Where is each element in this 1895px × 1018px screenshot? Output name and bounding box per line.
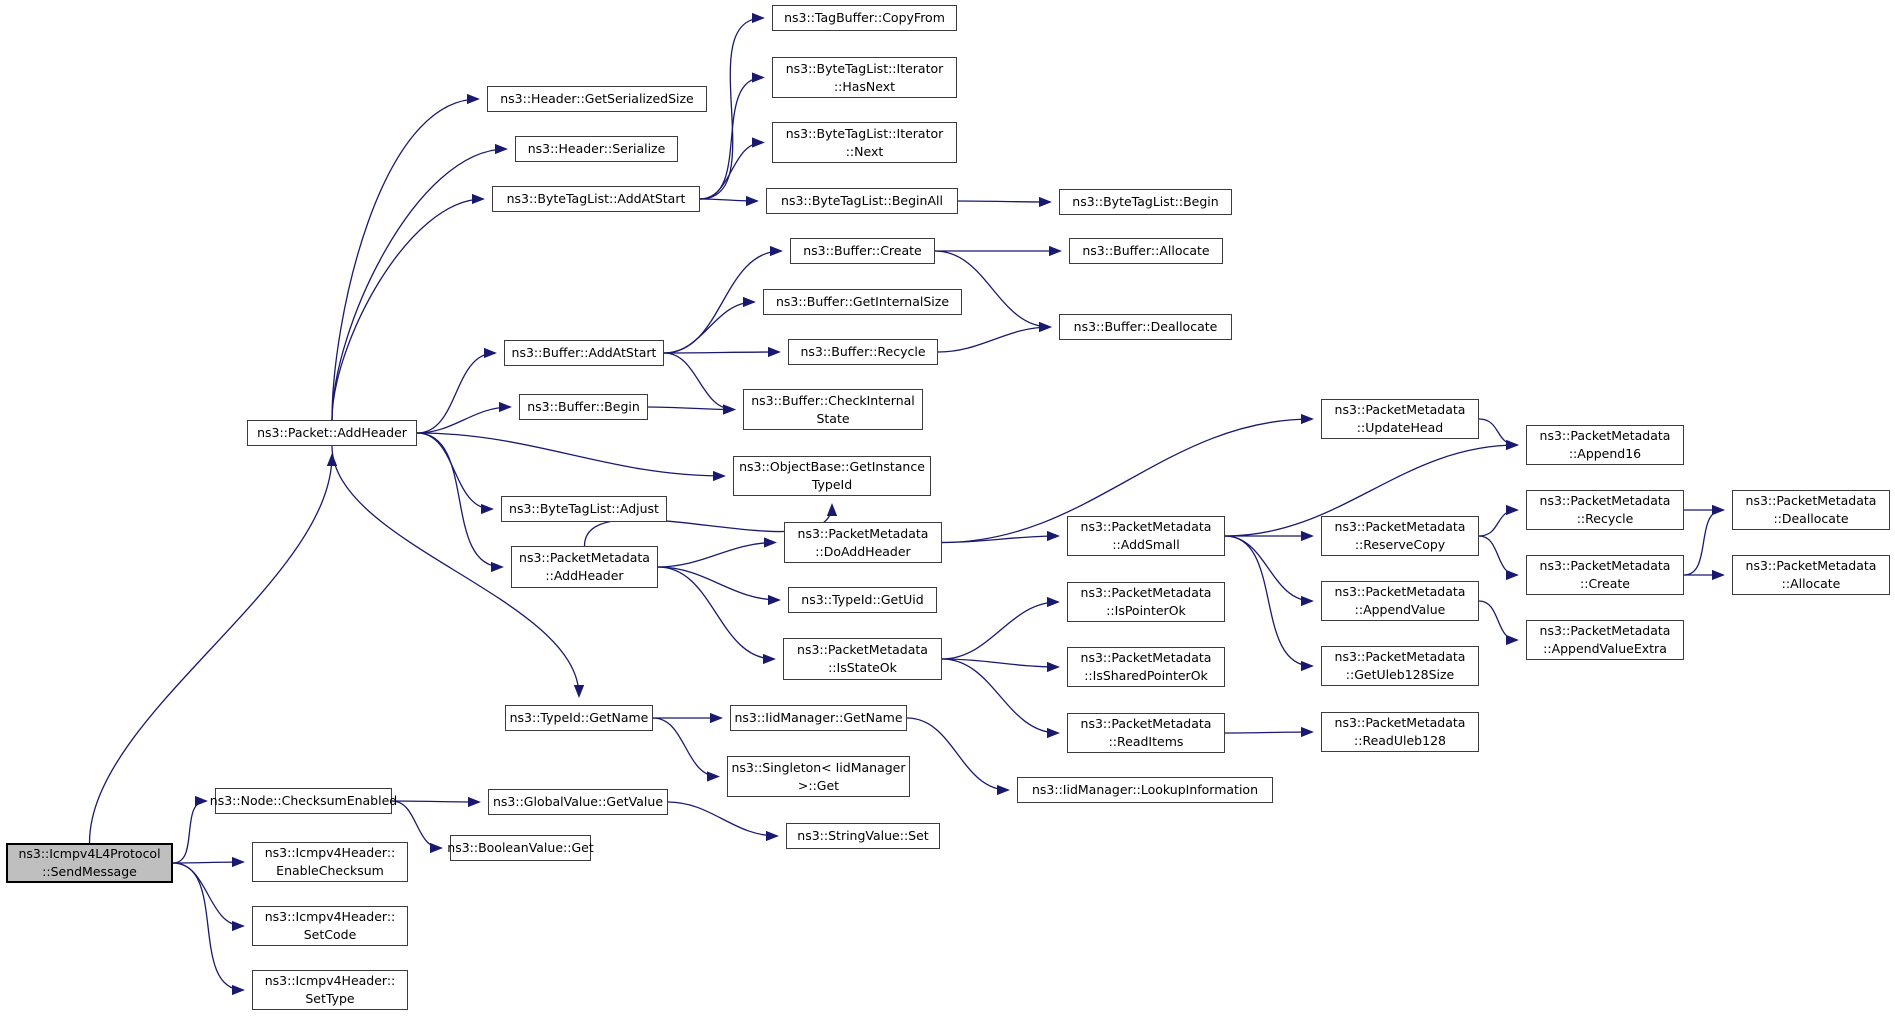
call-edge-btl-addatstart-to-btl-it-next bbox=[700, 143, 763, 200]
node-label-line: ::Recycle bbox=[1576, 511, 1634, 526]
graph-node-typeid-getname[interactable] bbox=[505, 705, 653, 731]
call-edge-pm-addsmall-to-pm-appendvalue bbox=[1225, 536, 1312, 601]
node-label-line: ns3::Buffer::Deallocate bbox=[1073, 319, 1218, 334]
graph-node-globalvalue-getvalue[interactable] bbox=[488, 789, 668, 815]
call-edge-typeid-getname-to-singleton-get bbox=[653, 718, 718, 777]
node-label-line: SetCode bbox=[303, 927, 357, 942]
graph-node-pm-readuleb128[interactable] bbox=[1321, 712, 1479, 752]
graph-node-buffer-checkinternalstate[interactable] bbox=[743, 389, 923, 430]
node-label-line: ns3::PacketMetadata bbox=[1539, 493, 1671, 508]
graph-node-sendmessage[interactable] bbox=[6, 843, 173, 883]
call-edge-btl-addatstart-to-btl-beginall bbox=[700, 199, 757, 201]
node-label-line: ns3::PacketMetadata bbox=[1745, 493, 1877, 508]
node-label-line: ::HasNext bbox=[833, 78, 896, 94]
graph-node-btl-it-next[interactable] bbox=[772, 122, 957, 163]
graph-node-btl-adjust[interactable] bbox=[501, 496, 667, 522]
node-label-line: ::AppendValueExtra bbox=[1543, 641, 1667, 656]
call-edge-iidmanager-getname-to-iidmanager-lookupinformation bbox=[907, 718, 1008, 790]
node-label-line: ns3::PacketMetadata bbox=[1334, 715, 1466, 730]
node-label-line: ns3::StringValue::Set bbox=[797, 828, 929, 843]
graph-node-pm-isstateok[interactable] bbox=[783, 638, 942, 680]
node-label-line: ns3::PacketMetadata bbox=[797, 525, 929, 541]
graph-node-iidmanager-lookupinformation[interactable] bbox=[1017, 777, 1273, 803]
graph-node-node-checksumenabled[interactable] bbox=[209, 788, 398, 814]
graph-node-objectbase-getinstancetypeid[interactable] bbox=[733, 456, 931, 496]
node-label-line: ns3::Icmpv4Header:: bbox=[264, 973, 396, 988]
graph-node-pm-recycle[interactable] bbox=[1526, 490, 1684, 530]
call-edge-pm-reservecopy-to-pm-create bbox=[1479, 536, 1517, 575]
call-edge-pm-addheader-to-pm-doaddheader bbox=[658, 543, 775, 568]
node-label-line: ns3::Singleton< IidManager bbox=[731, 759, 906, 775]
graph-node-header-getserializedsize[interactable] bbox=[487, 86, 707, 112]
node-label-line: ns3::BooleanValue::Get bbox=[447, 840, 594, 855]
node-label-line: ns3::PacketMetadata bbox=[1539, 623, 1671, 638]
call-edge-packet-addheader-to-header-getserializedsize bbox=[332, 99, 478, 420]
call-edge-pm-isstateok-to-pm-ispointerok bbox=[942, 602, 1058, 659]
graph-node-stringvalue-set[interactable] bbox=[786, 823, 940, 849]
graph-node-btl-it-hasnext[interactable] bbox=[772, 57, 957, 98]
call-edge-pm-addsmall-to-pm-getuleb128size bbox=[1225, 536, 1312, 666]
call-edge-pm-isstateok-to-pm-issharedpointerok bbox=[942, 659, 1058, 667]
graph-node-packet-addheader[interactable] bbox=[247, 420, 417, 446]
graph-node-buffer-addatstart[interactable] bbox=[504, 340, 664, 366]
graph-node-pm-create[interactable] bbox=[1526, 555, 1684, 595]
node-label-line: ns3::ObjectBase::GetInstance bbox=[739, 459, 925, 474]
graph-node-pm-ispointerok[interactable] bbox=[1067, 582, 1225, 622]
graph-node-icmpv4-enablechecksum[interactable] bbox=[252, 842, 408, 882]
call-edge-pm-updatehead-to-pm-append16 bbox=[1479, 419, 1517, 445]
call-edge-buffer-addatstart-to-buffer-getinternalsize bbox=[664, 302, 754, 353]
graph-node-buffer-getinternalsize[interactable] bbox=[763, 289, 962, 315]
graph-node-typeid-getuid[interactable] bbox=[788, 587, 937, 613]
graph-node-icmpv4-setcode[interactable] bbox=[252, 906, 408, 946]
graph-node-icmpv4-settype[interactable] bbox=[252, 970, 408, 1010]
graph-node-pm-appendvalue[interactable] bbox=[1321, 581, 1479, 621]
call-edge-sendmessage-to-packet-addheader bbox=[90, 455, 333, 843]
node-label-line: ns3::PacketMetadata bbox=[519, 550, 650, 565]
node-label-line: ::GetUleb128Size bbox=[1345, 667, 1455, 682]
call-edge-pm-addheader-to-pm-isstateok bbox=[658, 567, 774, 659]
node-label-line: ::AppendValue bbox=[1354, 602, 1446, 617]
node-label-line: ns3::TagBuffer::CopyFrom bbox=[784, 10, 945, 25]
node-label-line: ns3::Buffer::Recycle bbox=[800, 344, 926, 359]
call-edge-pm-appendvalue-to-pm-appendvalueextra bbox=[1479, 601, 1517, 640]
node-label-line: ns3::Buffer::GetInternalSize bbox=[775, 294, 950, 309]
call-edge-buffer-recycle-to-buffer-deallocate bbox=[938, 327, 1050, 352]
node-label-line: ns3::Icmpv4Header:: bbox=[264, 845, 396, 860]
call-edge-sendmessage-to-icmpv4-setcode bbox=[173, 863, 243, 926]
graph-node-pm-doaddheader[interactable] bbox=[784, 522, 942, 563]
node-label-line: ns3::ByteTagList::AddAtStart bbox=[506, 191, 686, 206]
node-label-line: ns3::Packet::AddHeader bbox=[257, 425, 407, 440]
node-label-line: EnableChecksum bbox=[276, 863, 384, 878]
call-edge-btl-beginall-to-btl-begin bbox=[958, 201, 1050, 202]
node-label-line: ::IsStateOk bbox=[828, 660, 897, 675]
node-label-line: ns3::Header::GetSerializedSize bbox=[500, 91, 694, 106]
node-label-line: ::SendMessage bbox=[42, 864, 137, 879]
graph-node-btl-begin[interactable] bbox=[1059, 189, 1232, 215]
node-label-line: ns3::Icmpv4L4Protocol bbox=[18, 846, 161, 861]
node-label-line: ns3::TypeId::GetUid bbox=[801, 592, 924, 607]
graph-node-singleton-get[interactable] bbox=[727, 756, 910, 797]
graph-node-pm-updatehead[interactable] bbox=[1321, 399, 1479, 439]
call-edge-packet-addheader-to-btl-adjust bbox=[417, 433, 492, 509]
node-label-line: ns3::PacketMetadata bbox=[1539, 428, 1671, 443]
node-label-line: ns3::IidManager::GetName bbox=[734, 710, 903, 725]
node-label-line: ns3::ByteTagList::Begin bbox=[1072, 194, 1219, 209]
node-label-line: ::AddSmall bbox=[1112, 537, 1180, 552]
graph-node-buffer-begin[interactable] bbox=[519, 394, 648, 420]
node-label-line: ns3::PacketMetadata bbox=[797, 642, 928, 657]
call-edge-pm-reservecopy-to-pm-recycle bbox=[1479, 510, 1517, 536]
call-edge-packet-addheader-to-buffer-addatstart bbox=[417, 353, 495, 433]
node-label-line: ns3::IidManager::LookupInformation bbox=[1031, 782, 1258, 797]
graph-node-buffer-create[interactable] bbox=[790, 238, 935, 264]
call-edge-buffer-addatstart-to-buffer-checkinternalstate bbox=[664, 353, 734, 410]
node-label-line: ns3::PacketMetadata bbox=[1539, 558, 1671, 573]
call-edge-pm-doaddheader-to-pm-addsmall bbox=[942, 536, 1058, 543]
graph-node-btl-addatstart[interactable] bbox=[492, 186, 700, 212]
node-label-line: ns3::Node::ChecksumEnabled bbox=[209, 793, 398, 808]
node-label-line: ::Create bbox=[1580, 576, 1630, 591]
call-edge-packet-addheader-to-pm-addheader bbox=[417, 433, 502, 567]
call-edge-pm-isstateok-to-pm-readitems bbox=[942, 659, 1058, 733]
graph-node-pm-deallocate[interactable] bbox=[1732, 490, 1890, 530]
graph-node-header-serialize[interactable] bbox=[515, 136, 678, 162]
node-label-line: TypeId bbox=[811, 477, 853, 492]
call-edge-sendmessage-to-node-checksumenabled bbox=[173, 801, 206, 863]
call-edge-packet-addheader-to-header-serialize bbox=[332, 149, 506, 420]
node-label-line: ::IsSharedPointerOk bbox=[1084, 668, 1208, 683]
node-label-line: >::Get bbox=[797, 777, 840, 793]
node-label-line: ::ReserveCopy bbox=[1354, 537, 1446, 552]
node-label-line: ns3::ByteTagList::Iterator bbox=[785, 60, 944, 76]
node-label-line: ns3::PacketMetadata bbox=[1080, 650, 1212, 665]
graph-node-buffer-allocate[interactable] bbox=[1069, 238, 1223, 264]
node-label-line: ::Allocate bbox=[1781, 576, 1841, 591]
call-edge-sendmessage-to-icmpv4-enablechecksum bbox=[173, 862, 243, 863]
node-label-line: ns3::Icmpv4Header:: bbox=[264, 909, 396, 924]
call-edge-packet-addheader-to-btl-addatstart bbox=[332, 199, 483, 420]
graph-node-pm-append16[interactable] bbox=[1526, 425, 1684, 465]
node-label-line: ns3::PacketMetadata bbox=[1080, 585, 1212, 600]
call-edge-globalvalue-getvalue-to-stringvalue-set bbox=[668, 802, 777, 836]
node-label-line: ns3::PacketMetadata bbox=[1334, 402, 1466, 417]
graph-node-pm-addheader[interactable] bbox=[511, 546, 658, 588]
node-label-line: ::Deallocate bbox=[1773, 511, 1849, 526]
node-label-line: ::ReadUleb128 bbox=[1354, 733, 1446, 748]
graph-node-pm-allocate[interactable] bbox=[1732, 555, 1890, 595]
node-label-line: ns3::ByteTagList::Iterator bbox=[785, 125, 944, 141]
call-edge-buffer-addatstart-to-buffer-recycle bbox=[664, 352, 779, 353]
node-label-line: ns3::TypeId::GetName bbox=[509, 710, 649, 725]
node-label-line: ns3::Buffer::CheckInternal bbox=[751, 392, 915, 408]
node-label-line: ns3::Header::Serialize bbox=[527, 141, 666, 156]
node-label-line: ns3::ByteTagList::BeginAll bbox=[781, 193, 943, 208]
node-label-line: ns3::GlobalValue::GetValue bbox=[492, 794, 664, 809]
graph-node-pm-readitems[interactable] bbox=[1067, 713, 1225, 753]
graph-node-buffer-recycle[interactable] bbox=[788, 339, 938, 365]
graph-node-tagbuffer-copyfrom[interactable] bbox=[772, 5, 957, 31]
graph-node-pm-addsmall[interactable] bbox=[1067, 516, 1225, 556]
call-edge-pm-create-to-pm-deallocate bbox=[1684, 510, 1723, 575]
node-label-line: ns3::Buffer::Create bbox=[803, 243, 922, 258]
graph-node-btl-beginall[interactable] bbox=[766, 188, 958, 214]
node-label-line: SetType bbox=[305, 991, 355, 1006]
call-edge-packet-addheader-to-objectbase-getinstancetypeid bbox=[417, 433, 724, 476]
node-label-line: ::ReadItems bbox=[1108, 734, 1184, 749]
call-edge-node-checksumenabled-to-booleanvalue-get bbox=[392, 801, 441, 848]
node-label-line: ns3::PacketMetadata bbox=[1334, 584, 1466, 599]
node-label-line: ns3::PacketMetadata bbox=[1334, 649, 1466, 664]
node-label-line: ns3::PacketMetadata bbox=[1334, 519, 1466, 534]
call-edge-buffer-begin-to-buffer-checkinternalstate bbox=[648, 407, 734, 410]
graph-node-pm-getuleb128size[interactable] bbox=[1321, 646, 1479, 686]
call-edge-pm-addheader-to-typeid-getuid bbox=[658, 567, 779, 600]
graph-node-pm-reservecopy[interactable] bbox=[1321, 516, 1479, 556]
call-edge-sendmessage-to-icmpv4-settype bbox=[173, 863, 243, 990]
node-label-line: ::IsPointerOk bbox=[1106, 603, 1186, 618]
graph-node-booleanvalue-get[interactable] bbox=[447, 835, 594, 861]
node-label-line: ::AddHeader bbox=[545, 568, 624, 583]
node-label-line: ns3::PacketMetadata bbox=[1080, 716, 1212, 731]
graph-node-iidmanager-getname[interactable] bbox=[730, 705, 907, 731]
node-label-line: ns3::Buffer::Begin bbox=[527, 399, 640, 414]
graph-node-buffer-deallocate[interactable] bbox=[1059, 314, 1232, 340]
graph-node-pm-appendvalueextra[interactable] bbox=[1526, 620, 1684, 660]
node-label-line: ::DoAddHeader bbox=[815, 543, 911, 559]
node-label-line: ::UpdateHead bbox=[1356, 420, 1444, 435]
graph-node-pm-issharedpointerok[interactable] bbox=[1067, 647, 1225, 687]
node-label-line: ns3::PacketMetadata bbox=[1080, 519, 1212, 534]
node-label-line: ns3::ByteTagList::Adjust bbox=[509, 501, 659, 516]
node-label-line: ::Append16 bbox=[1568, 446, 1642, 461]
call-edge-node-checksumenabled-to-globalvalue-getvalue bbox=[392, 801, 479, 802]
call-edge-pm-readitems-to-pm-readuleb128 bbox=[1225, 732, 1312, 733]
node-label-line: ns3::Buffer::Allocate bbox=[1082, 243, 1210, 258]
node-label-line: ::Next bbox=[845, 143, 884, 159]
node-label-line: State bbox=[816, 410, 850, 426]
node-label-line: ns3::PacketMetadata bbox=[1745, 558, 1877, 573]
node-label-line: ns3::Buffer::AddAtStart bbox=[511, 345, 657, 360]
